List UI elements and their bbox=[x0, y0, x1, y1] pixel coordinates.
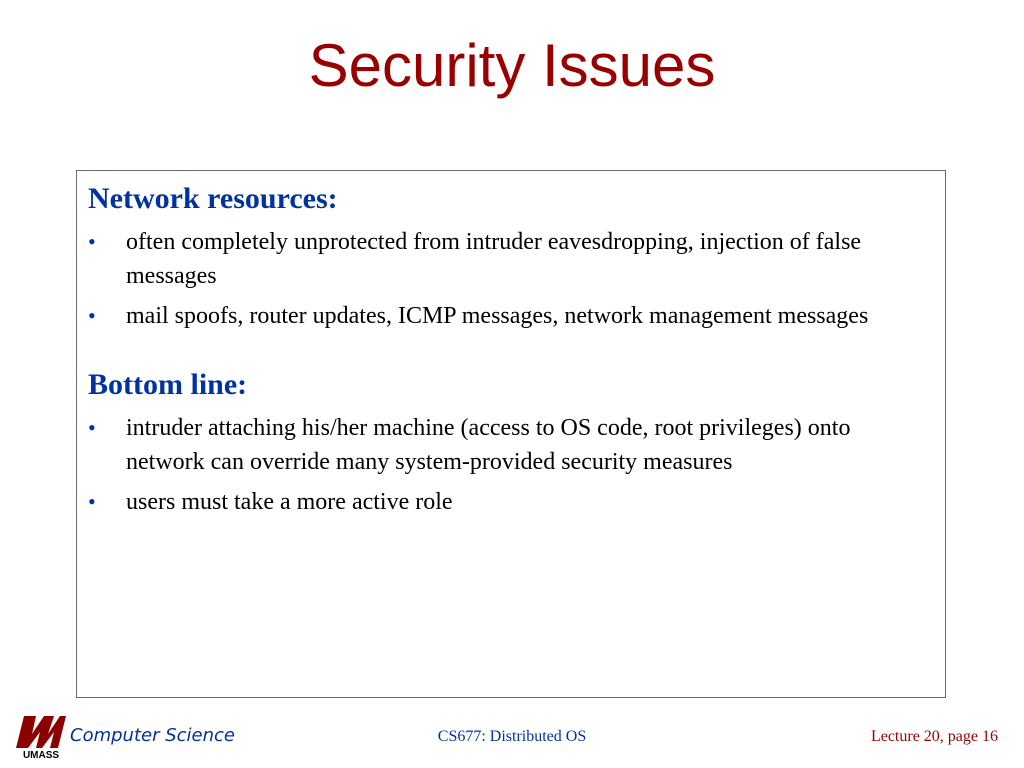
section-heading-bottom-line: Bottom line: bbox=[88, 368, 248, 401]
bullet-icon: • bbox=[88, 229, 96, 254]
slide-title: Security Issues bbox=[308, 32, 716, 99]
logo-text: UMASS bbox=[22, 750, 60, 760]
footer-department: Computer Science bbox=[70, 725, 235, 746]
bullet-icon: • bbox=[88, 415, 96, 440]
bullet-text: intruder attaching his/her machine (access to OS code, root privileges) onto network can override many system-provided security measures bbox=[126, 415, 851, 475]
bullet-text: mail spoofs, router updates, ICMP messages, network management messages bbox=[126, 303, 869, 329]
bullet-list-bottom-line bbox=[88, 411, 935, 519]
bullet-item bbox=[88, 411, 935, 479]
bullet-text: often completely unprotected from intruder eavesdropping, injection of false messages bbox=[126, 229, 862, 289]
bullet-list-network-resources bbox=[88, 225, 935, 333]
bullet-icon: • bbox=[88, 489, 96, 514]
bullet-icon: • bbox=[88, 303, 96, 328]
bullet-item bbox=[88, 299, 935, 333]
footer-page-number: Lecture 20, page 16 bbox=[870, 728, 998, 745]
content-box bbox=[76, 170, 946, 698]
bullet-item bbox=[88, 485, 935, 519]
bullet-item bbox=[88, 225, 935, 293]
section-heading-network-resources: Network resources: bbox=[88, 182, 338, 215]
bullet-text: users must take a more active role bbox=[126, 489, 453, 515]
footer-course: CS677: Distributed OS bbox=[437, 728, 587, 745]
